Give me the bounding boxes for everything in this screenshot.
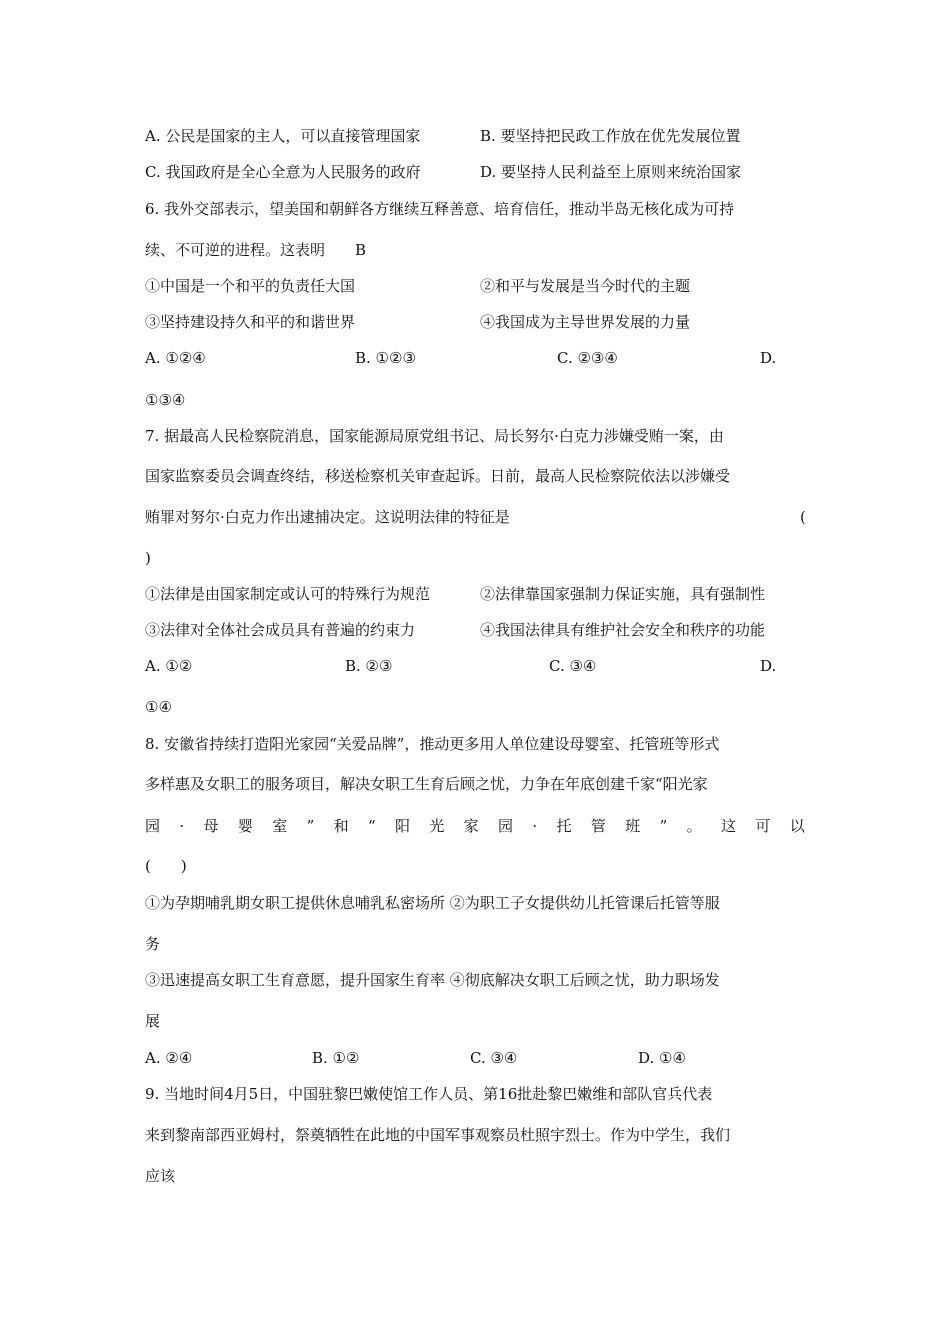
q8-char: 托 [556, 817, 572, 835]
q9-stem-line-3: 应该 [145, 1167, 176, 1185]
q7-statement-4: ④我国法律具有维护社会安全和秩序的功能 [480, 621, 766, 639]
q8-char: 这 [720, 817, 736, 835]
q8-stem-line-1: 8. 安徽省持续打造阳光家园“关爱品牌”，推动更多用人单位建设母婴室、托管班等形式 [145, 735, 720, 753]
q8-char: 母 [203, 817, 219, 835]
q7-stem-line-3: 贿罪对努尔·白克力作出逮捕决定。这说明法律的特征是 [145, 508, 510, 526]
q8-char: 室 [272, 817, 288, 835]
q8-char: · [532, 817, 538, 835]
q8-choice-d: D. ①④ [638, 1049, 686, 1067]
q6-choice-a: A. ①②④ [145, 349, 206, 367]
q8-stem-line-3 [145, 816, 805, 836]
q7-choice-b: B. ②③ [345, 657, 393, 675]
q8-char: 管 [590, 817, 606, 835]
q7-choice-d-value: ①④ [145, 698, 172, 716]
q8-statement-line-1: ①为孕期哺乳期女职工提供休息哺乳私密场所 ②为职工子女提供幼儿托管课后托管等服 [145, 894, 720, 912]
q8-choice-b: B. ①② [312, 1049, 360, 1067]
q8-char: · [179, 817, 185, 835]
q8-char: 阳 [394, 817, 410, 835]
q8-char: 家 [463, 817, 479, 835]
q6-statement-1: ①中国是一个和平的负责任大国 [145, 277, 356, 295]
q7-statement-3: ③法律对全体社会成员具有普遍的约束力 [145, 621, 416, 639]
q6-statement-3: ③坚持建设持久和平的和谐世界 [145, 313, 356, 331]
q6-stem-line-1: 6. 我外交部表示，望美国和朝鲜各方继续互释善意、培育信任，推动半岛无核化成为可持 [145, 200, 735, 218]
q5-option-c: C. 我国政府是全心全意为人民服务的政府 [145, 163, 421, 181]
q9-stem-line-1: 9. 当地时间4月5日，中国驻黎巴嫩使馆工作人员、第16批赴黎巴嫩维和部队官兵代表 [145, 1085, 713, 1103]
q6-choice-c: C. ②③④ [557, 349, 618, 367]
q8-statement-line-4: 展 [145, 1012, 161, 1030]
q6-stem-line-2: 续、不可逆的进程。这表明 B [145, 241, 367, 259]
q8-char: 园 [145, 817, 161, 835]
q6-choice-d-value: ①③④ [145, 391, 186, 409]
q9-stem-line-2: 来到黎南部西亚姆村，祭奠牺牲在此地的中国军事观察员杜照宇烈士。作为中学生，我们 [145, 1126, 731, 1144]
q7-stem-line-2: 国家监察委员会调查终结，移送检察机关审查起诉。日前，最高人民检察院依法以涉嫌受 [145, 467, 731, 485]
q8-statement-line-3: ③迅速提高女职工生育意愿，提升国家生育率 ④彻底解决女职工后顾之忧，助力职场发 [145, 971, 720, 989]
q8-char: ” [659, 817, 668, 835]
q7-stem-line-1: 7. 据最高人民检察院消息，国家能源局原党组书记、局长努尔·白克力涉嫌受贿一案，由 [145, 427, 724, 445]
q8-char: 以 [789, 817, 805, 835]
q8-char: 园 [498, 817, 514, 835]
q8-paren: ( ) [145, 857, 187, 875]
q5-option-d: D. 要坚持人民利益至上原则来统治国家 [480, 163, 742, 181]
q6-statement-2: ②和平与发展是当今时代的主题 [480, 277, 691, 295]
q8-char: 光 [429, 817, 445, 835]
q8-char: 和 [333, 817, 349, 835]
q8-char: 婴 [237, 817, 253, 835]
q8-stem-line-2: 多样惠及女职工的服务项目，解决女职工生育后顾之忧，力争在年底创建千家“阳光家 [145, 775, 708, 793]
q6-choice-b: B. ①②③ [355, 349, 416, 367]
q7-choice-d: D. [760, 657, 777, 675]
q7-statement-2: ②法律靠国家强制力保证实施，具有强制性 [480, 585, 766, 603]
q8-char: 。 [686, 817, 702, 835]
q7-choice-a: A. ①② [145, 657, 193, 675]
q8-statement-line-2: 务 [145, 935, 161, 953]
q7-paren-close: ) [145, 549, 151, 567]
q7-paren-open: ( [800, 508, 806, 526]
q8-char: 班 [625, 817, 641, 835]
q5-option-a: A. 公民是国家的主人，可以直接管理国家 [145, 127, 421, 145]
q8-choice-a: A. ②④ [145, 1049, 193, 1067]
q8-char: 可 [755, 817, 771, 835]
q7-choice-c: C. ③④ [549, 657, 597, 675]
q8-char: “ [367, 817, 376, 835]
q6-statement-4: ④我国成为主导世界发展的力量 [480, 313, 691, 331]
q8-choice-c: C. ③④ [470, 1049, 518, 1067]
q7-statement-1: ①法律是由国家制定或认可的特殊行为规范 [145, 585, 431, 603]
q8-char: ” [306, 817, 315, 835]
q6-choice-d: D. [760, 349, 777, 367]
q5-option-b: B. 要坚持把民政工作放在优先发展位置 [480, 127, 741, 145]
